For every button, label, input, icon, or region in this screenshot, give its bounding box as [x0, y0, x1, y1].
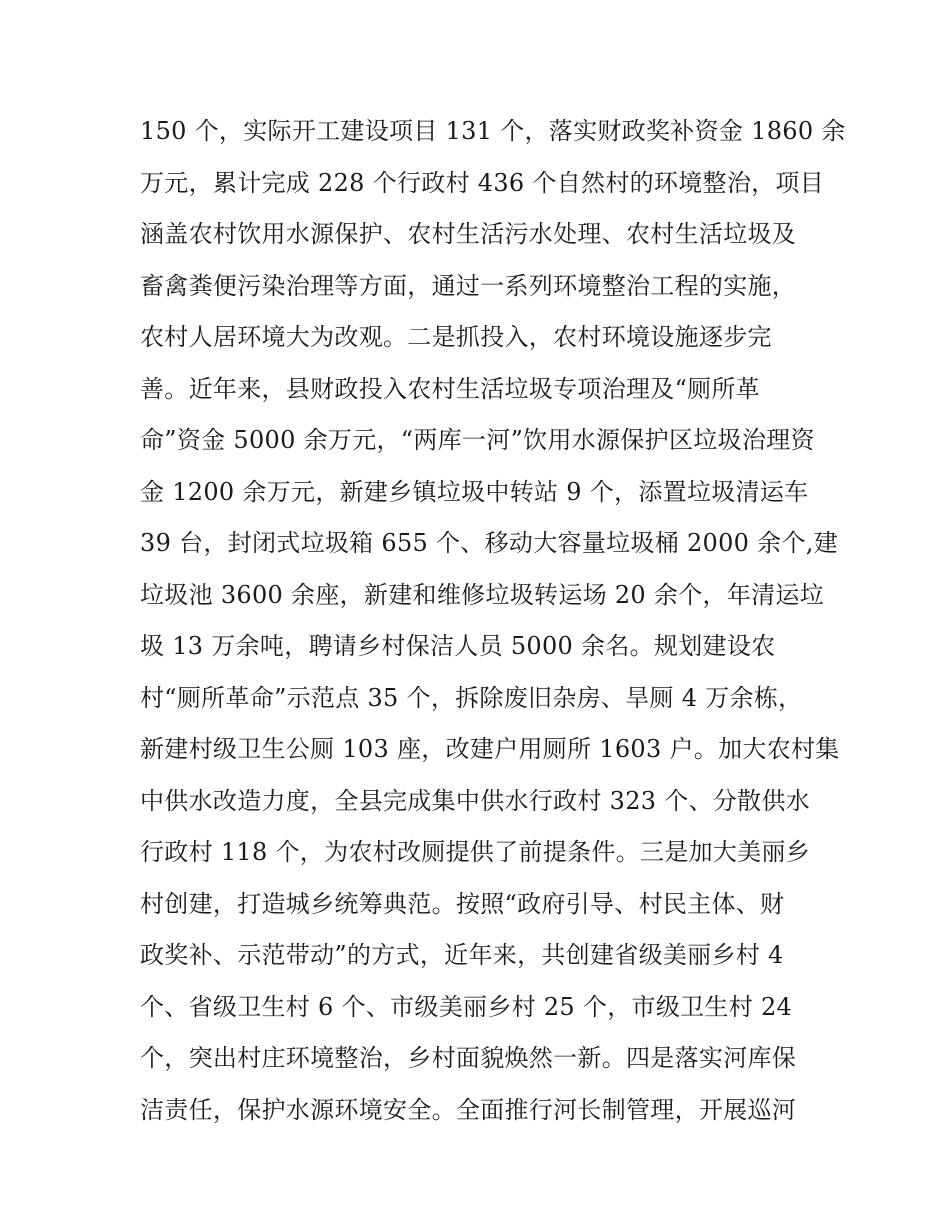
- body-paragraph: [140, 106, 846, 1136]
- text-line: 垃圾池 3600 余座，新建和维修垃圾转运场 20 余个，年清运垃: [140, 580, 825, 609]
- text-line: 村创建，打造城乡统筹典范。按照“政府引导、村民主体、财: [140, 889, 785, 918]
- text-line: 万元，累计完成 228 个行政村 436 个自然村的环境整治，项目: [140, 168, 825, 197]
- text-line: 命”资金 5000 余万元，“两库一河”饮用水源保护区垃圾治理资: [140, 426, 815, 454]
- text-line: 涵盖农村饮用水源保护、农村生活污水处理、农村生活垃圾及: [140, 220, 797, 248]
- text-line: 农村人居环境大为改观。二是抓投入，农村环境设施逐步完: [140, 323, 772, 351]
- text-line: 圾 13 万余吨，聘请乡村保洁人员 5000 余名。规划建设农: [140, 632, 776, 660]
- text-line: 新建村级卫生公厕 103 座，改建户用厕所 1603 户。加大农村集: [140, 735, 840, 763]
- text-line: 150 个，实际开工建设项目 131 个，落实财政奖补资金 1860 余: [140, 117, 846, 145]
- text-line: 金 1200 余万元，新建乡镇垃圾中转站 9 个，添置垃圾清运车: [140, 477, 809, 506]
- text-line: 善。近年来，县财政投入农村生活垃圾专项治理及“厕所革: [140, 374, 761, 403]
- text-line: 畜禽粪便污染治理等方面，通过一系列环境整治工程的实施，: [140, 271, 797, 300]
- text-line: 村“厕所革命”示范点 35 个，拆除废旧杂房、旱厕 4 万余栋，: [140, 683, 803, 712]
- text-line: 个、省级卫生村 6 个、市级美丽乡村 25 个，市级卫生村 24: [140, 992, 793, 1021]
- text-line: 行政村 118 个，为农村改厕提供了前提条件。三是加大美丽乡: [140, 838, 811, 866]
- text-line: 39 台，封闭式垃圾箱 655 个、移动大容量垃圾桶 2000 余个,建: [140, 529, 838, 557]
- text-line: 洁责任，保护水源环境安全。全面推行河长制管理，开展巡河: [140, 1095, 797, 1124]
- text-line: 个，突出村庄环境整治，乡村面貌焕然一新。四是落实河库保: [140, 1044, 797, 1072]
- text-line: 政奖补、示范带动”的方式，近年来，共创建省级美丽乡村 4: [140, 941, 784, 969]
- text-line: 中供水改造力度，全县完成集中供水行政村 323 个、分散供水: [140, 786, 811, 815]
